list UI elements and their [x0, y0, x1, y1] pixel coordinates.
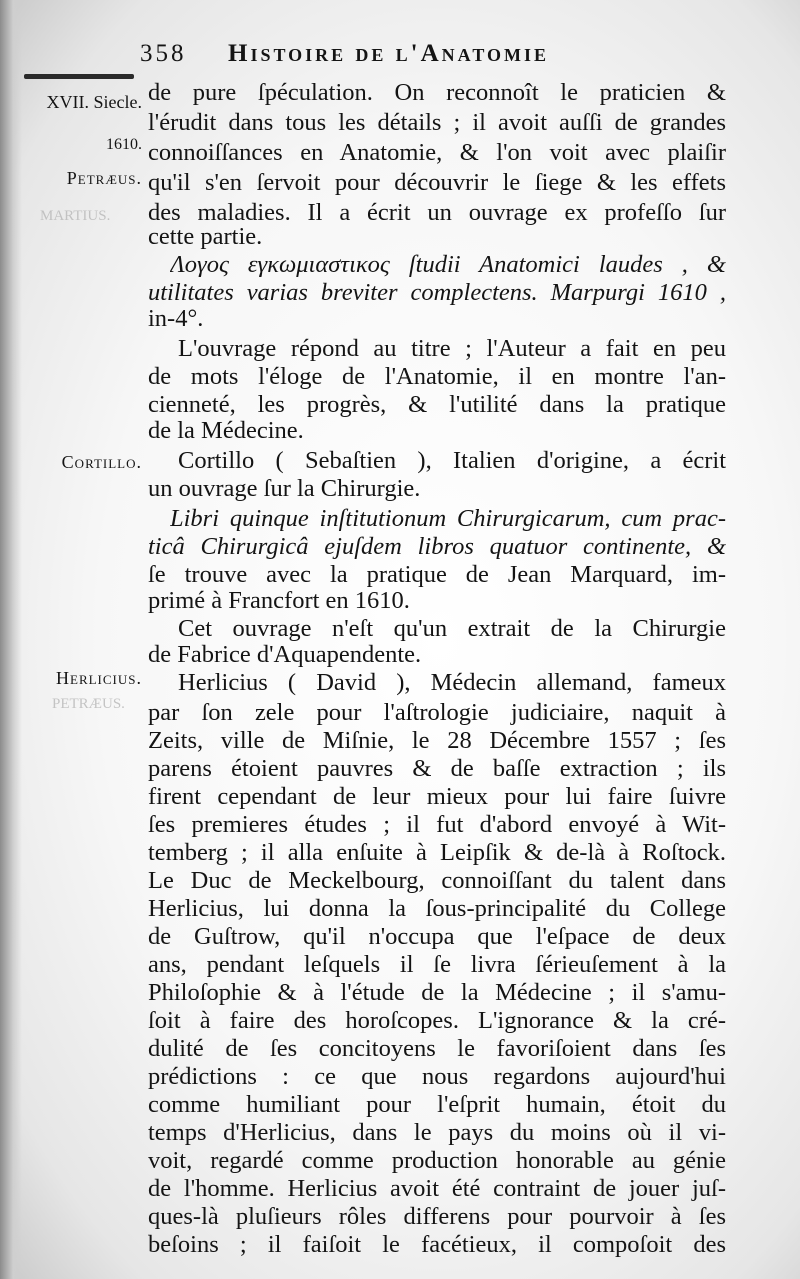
text-line: ſoit à faire des horoſcopes. L'ignorance & la cré- [148, 1007, 726, 1034]
text-line: un ouvrage ſur la Chirurgie. [148, 475, 421, 502]
text-line: des maladies. Il a écrit un ouvrage ex profeſſo ſur [148, 199, 726, 226]
text-line: connoiſſances en Anatomie, & l'on voit avec plaiſir [148, 139, 726, 166]
text-line: de pure ſpéculation. On reconnoît le praticien & [148, 79, 726, 106]
citation-line: ticâ Chirurgicâ ejuſdem libros quatuor continente, & [148, 533, 726, 560]
text-line: cette partie. [148, 223, 263, 250]
text-line: ſes premieres études ; il fut d'abord envoyé à Wit- [148, 811, 726, 838]
text-line: prédictions : ce que nous regardons aujourd'hui [148, 1063, 726, 1090]
text-line: Cet ouvrage n'eſt qu'un extrait de la Chirurgie [178, 615, 726, 642]
text-line: Le Duc de Meckelbourg, connoiſſant du talent dans [148, 867, 726, 894]
text-line: par ſon zele pour l'aſtrologie judiciaire, naquit à [148, 699, 726, 726]
text-line: Philoſophie & à l'étude de la Médecine ; il s'amu- [148, 979, 726, 1006]
text-line: L'ouvrage répond au titre ; l'Auteur a fait en peu [178, 335, 726, 362]
citation-line: Λογος εγκωμιαστικος ſtudii Anatomici laudes , & [170, 251, 726, 278]
header-rule [24, 74, 134, 79]
margin-note-year: 1610. [106, 136, 142, 153]
text-line: dulité de ſes concitoyens le favoriſoient dans ſes [148, 1035, 726, 1062]
text-line: ques-là pluſieurs rôles differens pour pourvoir à ſes [148, 1203, 726, 1230]
bleed-through-text: MARTIUS. [40, 208, 111, 224]
text-line: Cortillo ( Sebaſtien ), Italien d'origine, a écrit [178, 447, 726, 474]
text-line: Herlicius, lui donna la ſous-principalité du College [148, 895, 726, 922]
text-line: de l'homme. Herlicius avoit été contraint de jouer juſ- [148, 1175, 726, 1202]
running-title: Histoire de l'Anatomie [228, 40, 550, 67]
margin-note-century: XVII. Siecle. [46, 92, 142, 112]
bleed-through-text: PETRÆUS. [52, 696, 125, 712]
text-line: beſoins ; il faiſoit le facétieux, il compoſoit des [148, 1231, 726, 1258]
text-line: Herlicius ( David ), Médecin allemand, fameux [178, 669, 726, 696]
margin-note-cortillo: Cortillo. [61, 452, 142, 472]
text-line: ſe trouve avec la pratique de Jean Marquard, im- [148, 561, 726, 588]
margin-note-herlicius: Herlicius. [56, 668, 142, 688]
text-line: voit, regardé comme production honorable au génie [148, 1147, 726, 1174]
text-line: temps d'Herlicius, dans le pays du moins où il vi- [148, 1119, 726, 1146]
running-head [140, 40, 740, 70]
text-line: cienneté, les progrès, & l'utilité dans la pratique [148, 391, 726, 418]
text-line: in-4°. [148, 305, 204, 332]
page-number: 358 [140, 40, 187, 67]
text-line: de Guſtrow, qu'il n'occupa que l'eſpace de deux [148, 923, 726, 950]
text-line: ans, pendant leſquels il ſe livra ſérieuſement à la [148, 951, 726, 978]
text-line: qu'il s'en ſervoit pour découvrir le ſiege & les effets [148, 169, 726, 196]
margin-note-petraeus: Petræus. [66, 168, 142, 188]
text-line: Zeits, ville de Miſnie, le 28 Décembre 1557 ; ſes [148, 727, 726, 754]
text-line: firent cependant de leur mieux pour lui faire ſuivre [148, 783, 726, 810]
text-line: parens étoient pauvres & de baſſe extraction ; ils [148, 755, 726, 782]
text-line: de mots l'éloge de l'Anatomie, il en montre l'an- [148, 363, 726, 390]
text-line: de Fabrice d'Aquapendente. [148, 641, 422, 668]
text-line: l'érudit dans tous les détails ; il avoit auſſi de grandes [148, 109, 726, 136]
text-line: temberg ; il alla enſuite à Leipſik & de-là à Roſtock. [148, 839, 726, 866]
text-line: de la Médecine. [148, 417, 304, 444]
citation-line: Libri quinque inſtitutionum Chirurgicarum, cum prac- [170, 505, 726, 532]
text-line: comme humiliant pour l'eſprit humain, étoit du [148, 1091, 726, 1118]
text-line: primé à Francfort en 1610. [148, 587, 410, 614]
citation-line: utilitates varias breviter complectens. Marpurgi 1610 , [148, 279, 726, 306]
